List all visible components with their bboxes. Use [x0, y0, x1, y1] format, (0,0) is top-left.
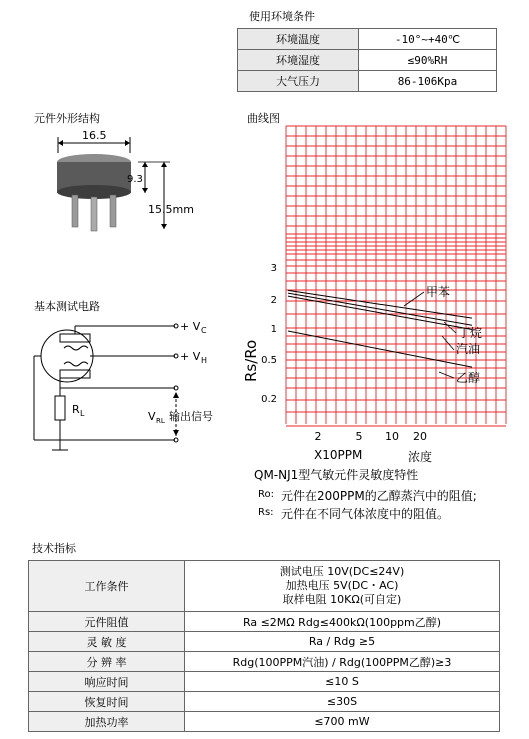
tech-title: 技术指标 [32, 542, 76, 555]
table-row [29, 612, 500, 632]
note-ro-key: Ro: [258, 489, 274, 500]
dim-pins-label: 15.5mm [148, 203, 194, 216]
dim-width-label: 16.5 [82, 129, 107, 142]
vh-sub: H [201, 356, 208, 365]
env-value: -10°~+40℃ [359, 29, 497, 50]
env-table [237, 28, 497, 92]
x-axis-name: 浓度 [408, 450, 433, 464]
env-value: ≤90%RH [359, 50, 497, 71]
tech-label: 恢复时间 [29, 692, 185, 712]
y-tick: 3 [270, 263, 277, 274]
chart-title: 曲线图 [247, 112, 280, 125]
note-ro-text: 元件在200PPM的乙醇蒸汽中的阻值; [281, 489, 477, 503]
tech-value-line: 加热电压 5V(DC・AC) [285, 579, 399, 592]
env-value: 86-106Kpa [359, 71, 497, 92]
table-row [238, 71, 497, 92]
rl-sub: L [80, 409, 85, 418]
out-label-v: V [148, 410, 156, 423]
note-rs-text: 元件在不同气体浓度中的阻值。 [281, 507, 450, 521]
env-label: 环境湿度 [238, 50, 359, 71]
series-label-gasoline: 汽油 [456, 342, 481, 356]
table-row [29, 672, 500, 692]
series-label-butane: 丁烷 [458, 326, 483, 340]
structure-title: 元件外形结构 [34, 112, 100, 125]
tech-label: 分 辨 率 [29, 652, 185, 672]
table-row [29, 652, 500, 672]
tech-value: Ra ≤2MΩ Rdg≤400kΩ(100ppm乙醇) [185, 612, 500, 632]
table-row [238, 29, 497, 50]
env-label: 大气压力 [238, 71, 359, 92]
tech-value: ≤700 mW [185, 712, 500, 732]
tech-label: 工作条件 [29, 561, 185, 612]
sensor-drawing [30, 125, 220, 235]
tech-label: 元件阻值 [29, 612, 185, 632]
series-leader-line [442, 336, 454, 350]
tech-value: Rdg(100PPM汽油) / Rdg(100PPM乙醇)≥3 [185, 652, 500, 672]
tech-value: ≤10 S [185, 672, 500, 692]
series-leader-line [404, 292, 424, 306]
series-leader-line [439, 372, 454, 378]
table-row [29, 712, 500, 732]
out-label-sub: RL [156, 417, 165, 425]
tech-label: 灵 敏 度 [29, 632, 185, 652]
env-title: 使用环境条件 [249, 10, 315, 23]
dim-height-label: 9.3 [127, 174, 143, 185]
x-tick: 5 [355, 430, 363, 443]
x-tick: 2 [314, 430, 322, 443]
vh-label: + V [180, 350, 201, 363]
tech-value [185, 561, 500, 612]
y-tick: 1 [270, 324, 277, 335]
series-label-ethanol: 乙醇 [456, 371, 481, 385]
tech-value-line: 取样电阻 10KΩ(可自定) [282, 593, 402, 606]
out-label-text: 输出信号 [169, 410, 213, 423]
env-label: 环境温度 [238, 29, 359, 50]
rl-label: R [72, 403, 80, 416]
y-tick: 2 [270, 295, 277, 306]
y-tick: 0.5 [261, 355, 277, 366]
series-label-toluene: 甲苯 [426, 285, 451, 299]
tech-label: 加热功率 [29, 712, 185, 732]
vc-sub: C [201, 326, 207, 335]
tech-value: ≤30S [185, 692, 500, 712]
y-axis-label: Rs/Ro [242, 339, 260, 382]
table-row [29, 632, 500, 652]
tech-table [28, 560, 500, 732]
x-tick: 10 [385, 430, 399, 443]
sensitivity-chart [244, 124, 514, 484]
test-circuit-diagram [20, 312, 230, 462]
table-row [238, 50, 497, 71]
tech-value: Ra / Rdg ≥5 [185, 632, 500, 652]
tech-value-line: 测试电压 10V(DC≤24V) [279, 565, 405, 578]
chart-caption: QM-NJ1型气敏元件灵敏度特性 [254, 468, 419, 482]
y-tick: 0.2 [261, 394, 277, 405]
x-axis-unit: X10PPM [314, 448, 363, 462]
note-rs-key: Rs: [258, 507, 274, 518]
circuit-title: 基本测试电路 [34, 300, 100, 313]
table-row [29, 692, 500, 712]
table-row [29, 561, 500, 612]
tech-label: 响应时间 [29, 672, 185, 692]
vc-label: + V [180, 320, 201, 333]
x-tick: 20 [413, 430, 427, 443]
